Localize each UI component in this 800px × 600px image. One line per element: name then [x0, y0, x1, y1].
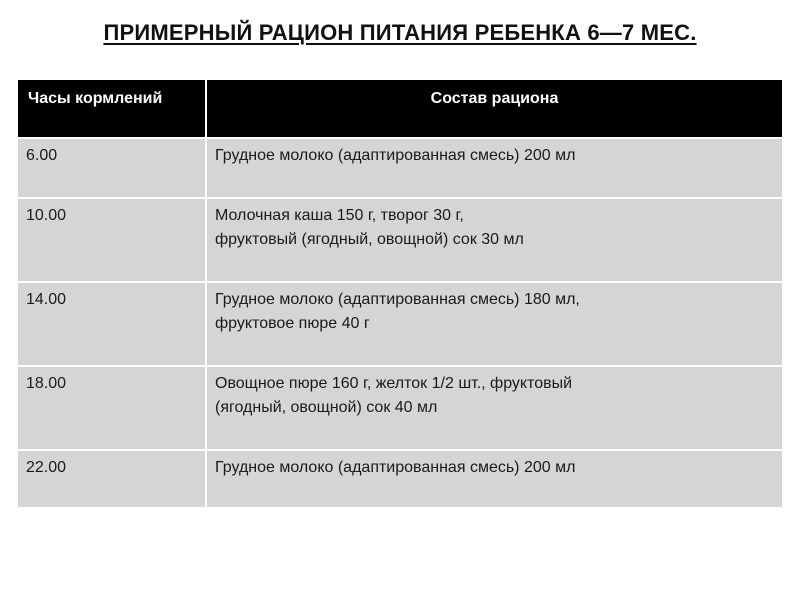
composition-cell: Грудное молоко (адаптированная смесь) 200 мл [206, 138, 782, 198]
table-row [18, 198, 782, 282]
composition-cell: Грудное молоко (адаптированная смесь) 180 мл, фруктовое пюре 40 г [206, 282, 782, 366]
table-row [18, 450, 782, 507]
feeding-time-cell: 10.00 [18, 198, 206, 282]
header-feeding-hours: Часы кормлений [18, 80, 206, 138]
header-diet-composition: Состав рациона [206, 80, 782, 138]
feeding-time-cell: 22.00 [18, 450, 206, 507]
feeding-time-cell: 6.00 [18, 138, 206, 198]
feeding-time-cell: 14.00 [18, 282, 206, 366]
table-header-row [18, 80, 782, 138]
diet-table [18, 80, 782, 507]
table-row [18, 138, 782, 198]
composition-cell: Овощное пюре 160 г, желток 1/2 шт., фруктовый (ягодный, овощной) сок 40 мл [206, 366, 782, 450]
table-row [18, 366, 782, 450]
composition-cell: Грудное молоко (адаптированная смесь) 200 мл [206, 450, 782, 507]
table-row [18, 282, 782, 366]
page-title: ПРИМЕРНЫЙ РАЦИОН ПИТАНИЯ РЕБЕНКА 6—7 МЕС. [103, 20, 697, 45]
feeding-time-cell: 18.00 [18, 366, 206, 450]
composition-cell: Молочная каша 150 г, творог 30 г, фруктовый (ягодный, овощной) сок 30 мл [206, 198, 782, 282]
